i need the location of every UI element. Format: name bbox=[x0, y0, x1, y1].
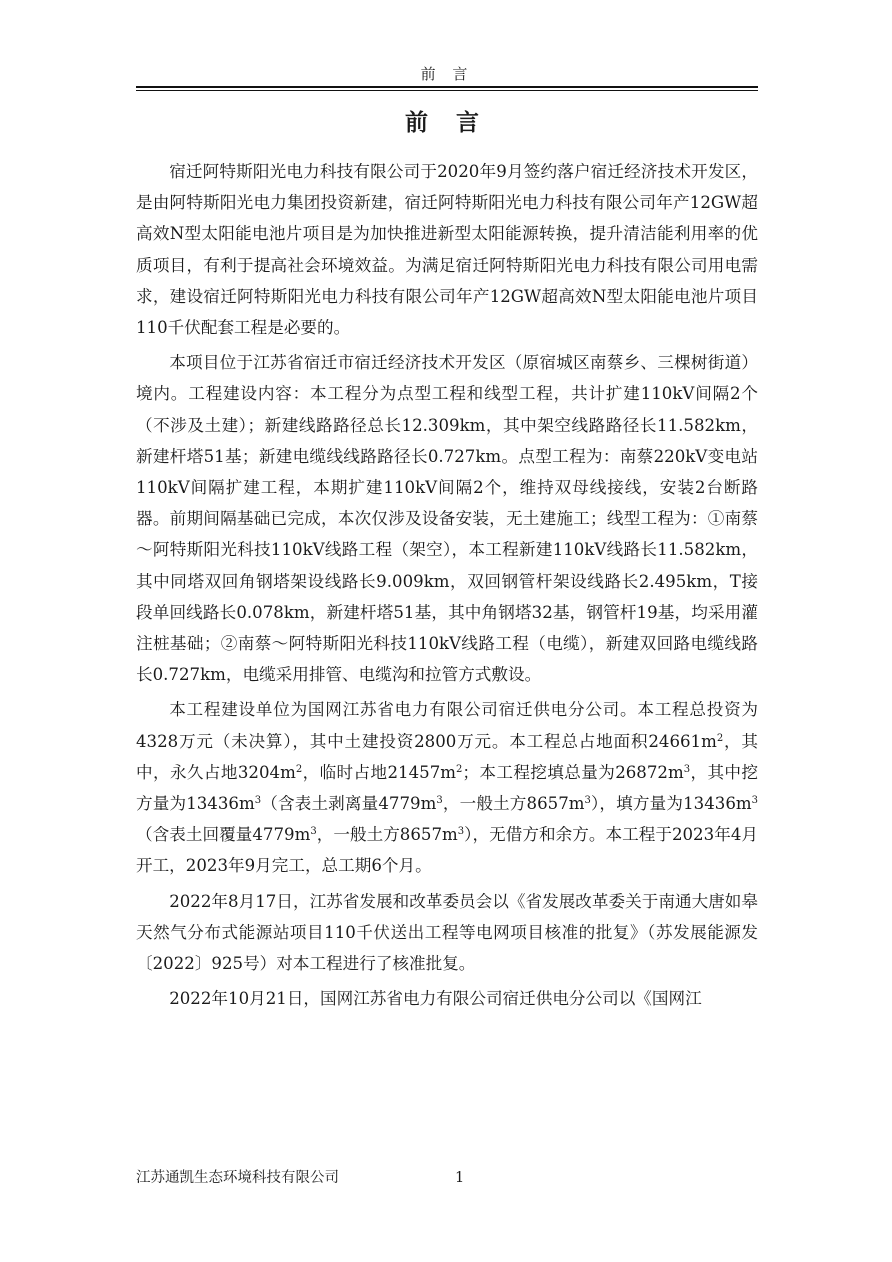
paragraph-3-text: ，一般土方8657m bbox=[316, 825, 458, 845]
paragraph-3 bbox=[136, 694, 758, 881]
paragraph-3-text: ；本工程挖填总量为26872m bbox=[462, 762, 684, 782]
paragraph-3-text: （含表土剥离量4779m bbox=[261, 794, 437, 814]
paragraph-2: 本项目位于江苏省宿迁市宿迁经济技术开发区（原宿城区南蔡乡、三棵树街道）境内。工程建设内容：本工程分为点型工程和线型工程，共计扩建110kV间隔2个（不涉及土建）；新建线路路径总长12.309km，其中架空线路路径长11.582km，新建杆塔51基；新建电缆线线路路径长0.727km。点型工程为：南蔡220kV变电站110kV间隔扩建工程，本期扩建110kV间隔2个，维持双母线接线，安装2台断路器。前期间隔基础已完成，本次仅涉及设备安装，无土建施工；线型工程为：①南蔡～阿特斯阳光科技110kV线路工程（架空），本工程新建110kV线路长11.582km，其中同塔双回角钢塔架设线路长9.009km，双回钢管杆架设线路长2.495km，T接段单回线路长0.078km，新建杆塔51基，其中角钢塔32基，钢管杆19基，均采用灌注桩基础；②南蔡～阿特斯阳光科技110kV线路工程（电缆），新建双回路电缆线路长0.727km，电缆采用排管、电缆沟和拉管方式敷设。 bbox=[136, 353, 758, 685]
paragraph-3-text: ），无借方和余方。本工程于2023年4月开工，2023年9月完工，总工期6个月。 bbox=[136, 825, 758, 876]
paragraph-1: 宿迁阿特斯阳光电力科技有限公司于2020年9月签约落户宿迁经济技术开发区，是由阿特斯阳光电力集团投资新建，宿迁阿特斯阳光电力科技有限公司年产12GW超高效N型太阳能电池片项目是为加快推进新型太阳能源转换，提升清洁能利用率的优质项目，有利于提高社会环境效益。为满足宿迁阿特斯阳光电力科技有限公司用电需求，建设宿迁阿特斯阳光电力科技有限公司年产12GW超高效N型太阳能电池片项目110千伏配套工程是必要的。 bbox=[136, 162, 758, 338]
paragraph-3-text: ，一般土方8657m bbox=[442, 794, 585, 814]
running-header: 前 言 bbox=[420, 65, 474, 83]
paragraph-3-text: ，临时占地21457m bbox=[302, 762, 457, 782]
superscript: 3 bbox=[310, 826, 317, 838]
superscript: 2 bbox=[295, 763, 303, 775]
paragraph-3-text: （含表土回覆量4779m bbox=[136, 825, 311, 845]
page-title: 前 言 bbox=[404, 109, 489, 136]
paragraph-3-text: 本工程建设单位为国网江苏省电力有限公司宿迁供电分公司。本工程总投资为4328万元（未决算），其中土建投资2800万元。本工程总占地面积24661m bbox=[136, 700, 758, 751]
document-body bbox=[136, 156, 758, 1018]
superscript: 2 bbox=[716, 732, 724, 744]
paragraph-3-text: ），填方量为13436m bbox=[590, 794, 752, 814]
superscript: 3 bbox=[683, 763, 691, 775]
paragraph-3-text: ，其中，永久占地3204m bbox=[136, 731, 759, 782]
superscript: 3 bbox=[457, 826, 465, 838]
footer-company: 江苏通凯生态环境科技有限公司 bbox=[136, 1170, 339, 1186]
paragraph-3-text: ，其中挖方量为13436m bbox=[136, 762, 759, 814]
superscript: 3 bbox=[751, 795, 758, 807]
page-number: 1 bbox=[455, 1170, 465, 1186]
superscript: 3 bbox=[254, 795, 262, 807]
superscript: 2 bbox=[456, 763, 463, 775]
paragraph-4: 2022年8月17日，江苏省发展和改革委员会以《省发展改革委关于南通大唐如皋天然气分布式能源站项目110千伏送出工程等电网项目核准的批复》（苏发展能源发〔2022〕925号）对本工程进行了核准批复。 bbox=[136, 891, 758, 974]
header-rule-thin bbox=[136, 90, 758, 91]
superscript: 3 bbox=[584, 795, 591, 807]
header-rule-thick bbox=[136, 86, 758, 88]
superscript: 3 bbox=[436, 795, 443, 807]
paragraph-5: 2022年10月21日，国网江苏省电力有限公司宿迁供电分公司以《国网江 bbox=[169, 989, 702, 1009]
